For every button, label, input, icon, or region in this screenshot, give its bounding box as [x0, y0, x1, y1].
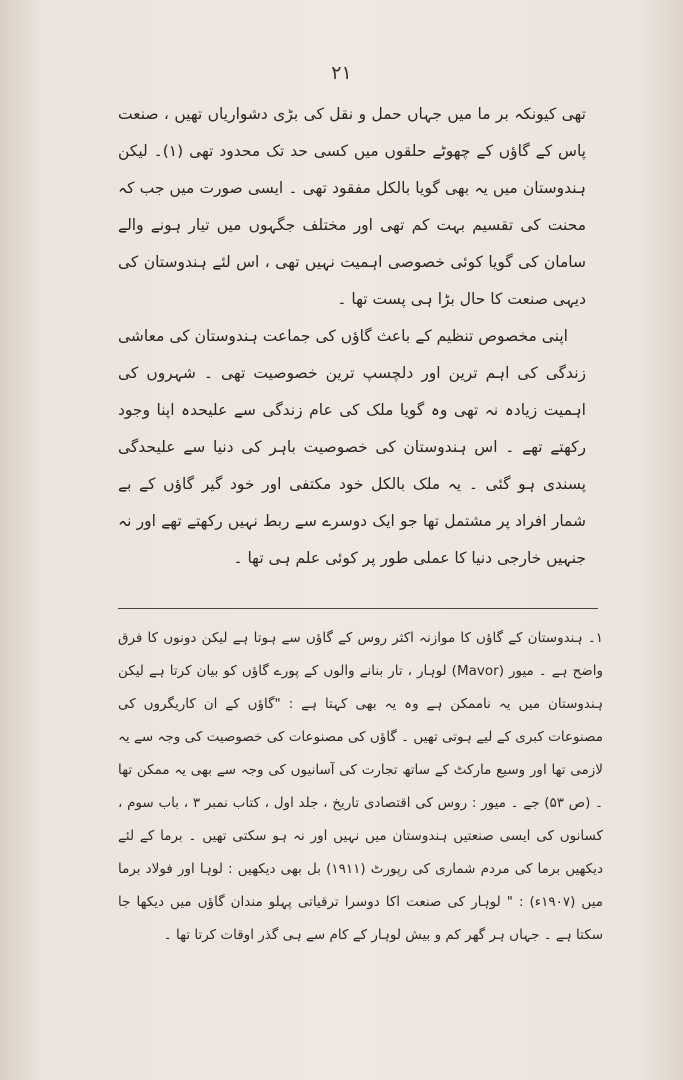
paragraph-1: تھی کیونکہ بر ما میں جہاں حمل و نقل کی بڑی دشواریاں تھیں ، صنعت پاس کے گاؤں کے چھوٹے حلقوں میں کسی حد تک محدود تھی (۱)۔ لیکن ہندوستان میں یہ بھی گویا بالکل مفقود تھی ۔ ایسی صورت میں جب کہ محنت کی تقسیم بہت کم تھی اور مختلف جگہوں میں تیار ہونے والے سامان کی گویا کوئی خصوصی اہمیت نہیں تھی ، اس لئے ہندوستان کی دیہی صنعت کا حال بڑا ہی پست تھا ۔	[118, 105, 586, 308]
paragraph-2: اپنی مخصوص تنظیم کے باعث گاؤں کی جماعت ہندوستان کی معاشی زندگی کی اہم ترین اور دلچسپ ترین خصوصیت تھی ۔ شہروں کی اہمیت زیادہ نہ تھی وہ گویا ملک کی عام زندگی سے علیحدہ اپنا وجود رکھتے تھے ۔ اس ہندوستان کی خصوصیت باہر کی دنیا سے علیحدگی پسندی ہو گئی ۔ یہ ملک بالکل خود مکتفی اور خود گیر گاؤں کے بے شمار افراد پر مشتمل تھا جو ایک دوسرے سے ربط نہیں رکھتے تھے اور نہ جنہیں خارجی دنیا کا عملی طور پر کوئی علم ہی تھا ۔	[118, 327, 586, 567]
footnote-divider	[118, 608, 598, 609]
page-number: ۲۱	[331, 62, 352, 84]
footnote-text: ۱۔ ہندوستان کے گاؤں کا موازنہ اکثر روس کے گاؤں سے ہوتا ہے لیکن دونوں کا فرق واضح ہے ۔ میور (Mavor) لوہار ، تار بنانے والوں کے پورے گاؤں کو بیان کرتا ہے لیکن ہندوستان میں یہ ناممکن ہے وہ یہ بھی کہتا ہے : "گاؤں کے ان کاریگروں کی مصنوعات کبری کے لیے ہوتی تھیں ۔ گاؤں کی مصنوعات کی خصوصیت کی وجہ سے یہ لازمی تھا اور وسیع مارکٹ کے ساتھ تجارت کی آسانیوں کی وجہ سے بھی یہ ممکن تھا ۔ (ص ۵۳) جے ۔ میور : روس کی اقتصادی تاریخ ، جلد اول ، کتاب نمبر ۳ ، باب سوم ، کسانوں کی ایسی صنعتیں ہندوستان میں نہیں اور نہ ہو سکتی تھیں ۔ برما کے لئے دیکھیں برما کی مردم شماری کی رپورٹ (۱۹۱۱) بل بھی دیکھیں : لوہا اور فولاد برما میں (۱۹۰۷ء) : " لوہار کی صنعت اکا دوسرا ترقیاتی پہلو مندان گاؤں میں دیکھا جا سکتا ہے ۔ جہاں ہر گھر کم و بیش لوہار کے کام سے ہی گذر اوقات کرتا تھا ۔	[118, 630, 604, 943]
footnote	[118, 622, 603, 952]
main-text	[118, 96, 586, 577]
